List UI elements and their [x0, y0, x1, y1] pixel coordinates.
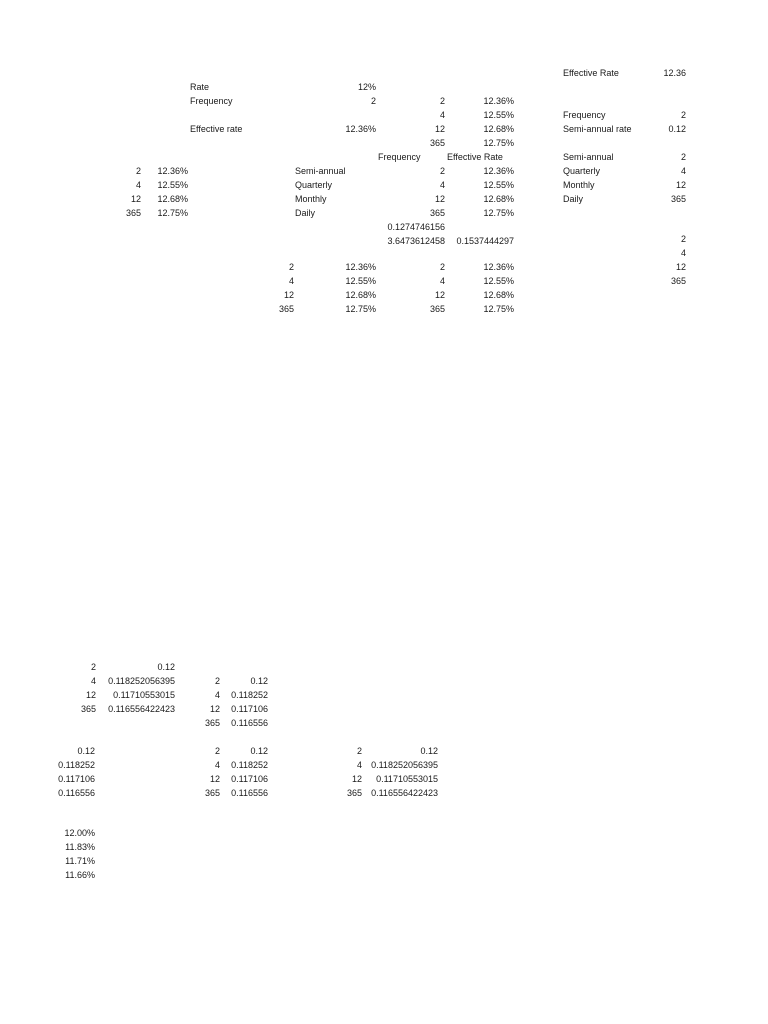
- rate-value: 12%: [357, 82, 376, 92]
- left-rate-cell: 12.55%: [157, 180, 188, 190]
- bottom-b-freq: 365: [204, 718, 220, 728]
- period-label: Daily: [563, 194, 584, 204]
- bottom-b-value: 0.12: [250, 676, 268, 686]
- middle-row-freq: 12: [434, 194, 445, 204]
- bottom-a-freq: 4: [90, 676, 96, 686]
- bottom-b-value: 0.116556: [231, 718, 268, 728]
- lower-a-rate: 12.55%: [345, 276, 376, 286]
- top-freq-cell: 365: [429, 138, 445, 148]
- bottom-a-freq: 12: [85, 690, 96, 700]
- period-label: Quarterly: [563, 166, 601, 176]
- lower-a-freq: 2: [288, 262, 294, 272]
- lower-b-rate: 12.75%: [483, 304, 514, 314]
- bottom-b-freq: 12: [209, 704, 220, 714]
- right-effective-rate-label: Effective Rate: [563, 68, 619, 78]
- left-freq-cell: 4: [135, 180, 141, 190]
- middle-row-freq: 4: [439, 180, 445, 190]
- middle-row-rate: 12.68%: [483, 194, 514, 204]
- bottom-d-value: 0.118252: [231, 760, 268, 770]
- middle-row-label: Monthly: [295, 194, 327, 204]
- lower-a-freq: 365: [278, 304, 294, 314]
- bottom-a-value: 0.12: [157, 662, 175, 672]
- bottom-d-value: 0.117106: [231, 774, 268, 784]
- top-rate-cell: 12.55%: [483, 110, 514, 120]
- right-freq-cell: 365: [670, 276, 686, 286]
- bottom-a-value: 0.116556422423: [108, 704, 175, 714]
- bottom-e-freq: 4: [356, 760, 362, 770]
- middle-row-rate: 12.36%: [483, 166, 514, 176]
- period-value: 365: [670, 194, 686, 204]
- top-rate-cell: 12.75%: [483, 138, 514, 148]
- bottom-d-freq: 2: [214, 746, 220, 756]
- bottom-e-freq: 12: [351, 774, 362, 784]
- period-value: 2: [680, 152, 686, 162]
- middle-row-rate: 12.55%: [483, 180, 514, 190]
- lower-b-freq: 2: [439, 262, 445, 272]
- bottom-b-value: 0.118252: [231, 690, 268, 700]
- frequency-header: Frequency: [378, 152, 421, 162]
- right-freq-cell: 12: [675, 262, 686, 272]
- period-value: 12: [675, 180, 686, 190]
- bottom-a-value: 0.11710553015: [113, 690, 175, 700]
- effective-rate-label: Effective rate: [190, 124, 243, 134]
- effective-rate-value: 12.36%: [345, 124, 376, 134]
- bottom-b-freq: 2: [214, 676, 220, 686]
- rate-label: Rate: [190, 82, 210, 92]
- lower-a-freq: 12: [283, 290, 294, 300]
- middle-row-label: Daily: [295, 208, 316, 218]
- lower-a-freq: 4: [288, 276, 294, 286]
- calc-value-2: 3.6473612458: [387, 236, 445, 246]
- left-freq-cell: 2: [135, 166, 141, 176]
- right-freq-cell: 4: [680, 248, 686, 258]
- left-freq-cell: 365: [125, 208, 141, 218]
- left-freq-cell: 12: [130, 194, 141, 204]
- top-freq-cell: 12: [434, 124, 445, 134]
- lower-a-rate: 12.75%: [345, 304, 376, 314]
- lower-b-freq: 12: [434, 290, 445, 300]
- period-label: Monthly: [563, 180, 595, 190]
- lower-b-rate: 12.55%: [483, 276, 514, 286]
- percent-cell: 11.71%: [65, 856, 95, 866]
- bottom-d-freq: 365: [204, 788, 220, 798]
- lower-b-rate: 12.68%: [483, 290, 514, 300]
- left-rate-cell: 12.75%: [157, 208, 188, 218]
- semi-annual-rate-value: 0.12: [668, 124, 686, 134]
- middle-row-rate: 12.75%: [483, 208, 514, 218]
- top-freq-cell: 4: [439, 110, 445, 120]
- effective-rate-header: Effective Rate: [447, 152, 503, 162]
- bottom-d-value: 0.116556: [231, 788, 268, 798]
- bottom-c-value: 0.118252: [58, 760, 95, 770]
- bottom-c-value: 0.116556: [58, 788, 95, 798]
- bottom-e-freq: 2: [356, 746, 362, 756]
- middle-row-label: Quarterly: [295, 180, 333, 190]
- bottom-a-value: 0.118252056395: [108, 676, 175, 686]
- top-rate-cell: 12.36%: [483, 96, 514, 106]
- left-rate-cell: 12.36%: [157, 166, 188, 176]
- top-rate-cell: 12.68%: [483, 124, 514, 134]
- period-label: Semi-annual: [563, 152, 614, 162]
- top-freq-cell: 2: [439, 96, 445, 106]
- period-value: 4: [680, 166, 686, 176]
- percent-cell: 11.83%: [65, 842, 95, 852]
- bottom-d-freq: 4: [214, 760, 220, 770]
- bottom-e-value: 0.11710553015: [376, 774, 438, 784]
- bottom-a-freq: 2: [90, 662, 96, 672]
- semi-annual-rate-label: Semi-annual rate: [563, 124, 632, 134]
- bottom-e-value: 0.12: [420, 746, 438, 756]
- right-freq-cell: 2: [680, 234, 686, 244]
- lower-a-rate: 12.68%: [345, 290, 376, 300]
- bottom-d-freq: 12: [209, 774, 220, 784]
- left-rate-cell: 12.68%: [157, 194, 188, 204]
- bottom-b-freq: 4: [214, 690, 220, 700]
- calc-value-3: 0.1537444297: [456, 236, 514, 246]
- right-effective-rate-value: 12.36: [663, 68, 686, 78]
- middle-row-freq: 2: [439, 166, 445, 176]
- middle-row-label: Semi-annual: [295, 166, 346, 176]
- bottom-a-freq: 365: [80, 704, 96, 714]
- bottom-c-value: 0.117106: [58, 774, 95, 784]
- percent-cell: 12.00%: [64, 828, 95, 838]
- percent-cell: 11.66%: [65, 870, 95, 880]
- lower-b-freq: 4: [439, 276, 445, 286]
- lower-a-rate: 12.36%: [345, 262, 376, 272]
- bottom-b-value: 0.117106: [231, 704, 268, 714]
- right-frequency-label: Frequency: [563, 110, 606, 120]
- bottom-e-value: 0.116556422423: [371, 788, 438, 798]
- frequency-value: 2: [370, 96, 376, 106]
- calc-value-1: 0.1274746156: [387, 222, 445, 232]
- lower-b-rate: 12.36%: [483, 262, 514, 272]
- bottom-e-value: 0.118252056395: [371, 760, 438, 770]
- right-frequency-value: 2: [680, 110, 686, 120]
- bottom-d-value: 0.12: [250, 746, 268, 756]
- bottom-e-freq: 365: [346, 788, 362, 798]
- bottom-c-value: 0.12: [77, 746, 95, 756]
- middle-row-freq: 365: [429, 208, 445, 218]
- lower-b-freq: 365: [429, 304, 445, 314]
- frequency-label: Frequency: [190, 96, 233, 106]
